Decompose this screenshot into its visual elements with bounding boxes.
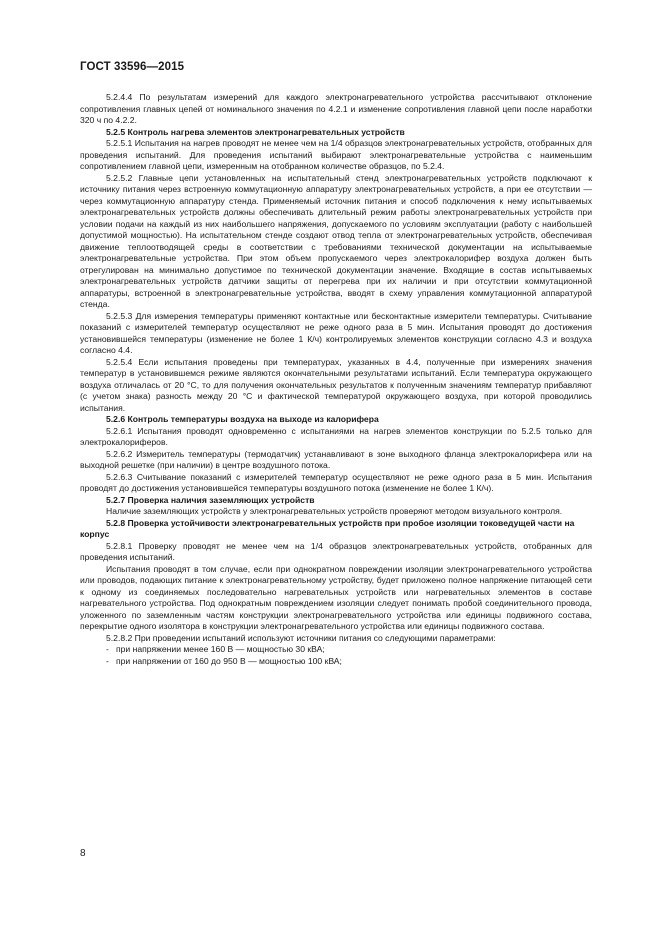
list-item-text: при напряжении от 160 до 950 В — мощностью 100 кВА; xyxy=(116,655,342,666)
document-body xyxy=(80,92,592,667)
paragraph: 5.2.6.1 Испытания проводят одновременно с испытаниями на нагрев элементов конструкции по 5.2.5 только для электрокалориферов. xyxy=(80,425,592,447)
document-header: ГОСТ 33596—2015 xyxy=(80,61,185,73)
paragraph: 5.2.5.3 Для измерения температуры применяют контактные или бесконтактные измерители температуры. Считывание показаний с измерителей температур осуществляют не реже одного раза в 5 мин. Испытания проводят до достижения установившейся температуры (изменение не более 1 К/ч) контролируемых элементов конструкции согласно 4.3 и воздуха согласно 4.4. xyxy=(80,310,592,355)
list-item-text: при напряжении менее 160 В — мощностью 30 кВА; xyxy=(116,644,325,654)
paragraph: 5.2.4.4 По результатам измерений для каждого электронагревательного устройства рассчитывают отклонение сопротивления главных цепей от номинального значения по 4.2.1 и изменение сопротивления главной цепи после наработки 320 ч по 4.2.2. xyxy=(80,92,592,125)
section-heading: 5.2.6 Контроль температуры воздуха на выходе из калорифера xyxy=(106,414,379,424)
section-heading: 5.2.8 Проверка устойчивости электронагревательных устройств при пробое изоляции токоведущей части на корпус xyxy=(80,517,575,539)
paragraph: 5.2.8.2 При проведении испытаний используют источники питания со следующими параметрами: xyxy=(106,632,496,643)
section-heading: 5.2.5 Контроль нагрева элементов электронагревательных устройств xyxy=(106,126,405,137)
paragraph: 5.2.5.4 Если испытания проведены при температурах, указанных в 4.4, полученные при измерениях значения температур в установившемся режиме являются окончательными результатами испытаний. Если температура окружающего воздуха отличалась от 20 °С, то для получения окончательных результатов к полученным значениям температур прибавляют (с учетом знака) разность между 20 °С и фактической температурой окружающего воздуха, при которой проводились испытания. xyxy=(80,356,592,413)
paragraph: 5.2.5.1 Испытания на нагрев проводят не менее чем на 1/4 образцов электронагревательных устройств, отобранных для проведения испытаний. Для проведения испытаний выбирают электронагревательные устройства с наименьшим сопротивлением главной цепи, измеренным на отобранном количестве образцов, по 5.2.4. xyxy=(80,138,592,171)
page-number: 8 xyxy=(80,848,86,859)
section-heading: 5.2.7 Проверка наличия заземляющих устройств xyxy=(106,494,315,505)
paragraph: 5.2.6.3 Считывание показаний с измерителей температур осуществляют не реже одного раза в 5 мин. Испытания проводят до достижения установившейся температуры воздушного потока (изменение не более 1 К/ч). xyxy=(80,471,592,493)
list-dash: - xyxy=(106,655,109,666)
list-item xyxy=(80,644,592,656)
paragraph: 5.2.6.2 Измеритель температуры (термодатчик) устанавливают в зоне выходного фланца электрокалорифера или на выходной решетке (при наличии) в центре воздушного потока. xyxy=(80,448,592,470)
paragraph: Наличие заземляющих устройств у электронагревательных устройств проверяют методом визуального контроля. xyxy=(106,506,563,516)
list-item xyxy=(80,656,592,668)
paragraph: Испытания проводят в том случае, если при однократном повреждении изоляции электронагревательного устройства или проводов, подающих питание к электронагревательному устройству, будет приложено полное напряжение питающей сети к одному из соединяемых последовательно нагревательных устройств или нагревательных элементов в составе нагревательного устройства. Под однократным повреждением изоляции следует понимать пробой соединительного провода, уложенного по заземленным частям конструкции электронагревательного устройства или единицы подвижного состава, перекрытие одного изолятора в конструкции электронагревательного устройства или единицы подвижного состава. xyxy=(80,563,592,631)
paragraph: 5.2.8.1 Проверку проводят не менее чем на 1/4 образцов электронагревательных устройств, отобранных для проведения испытаний. xyxy=(80,540,592,562)
list-dash: - xyxy=(106,644,109,654)
paragraph: 5.2.5.2 Главные цепи установленных на испытательный стенд электронагревательных устройств подключают к источнику питания через встроенную коммутационную аппаратуру электронагревательных устройств, а при ее отсутствии — через коммутационную аппаратуру стенда. Применяемый источник питания и способ подключения к нему испытываемых электронагревательных устройств должны обеспечивать длительный режим работы электронагревательных устройств при условии подачи на каждый из них наибольшего напряжения, допускаемого по условиям эксплуатации (работу с наибольшей допустимой мощностью). На испытательном стенде создают отвод тепла от электронагревательных устройств, обеспечивая движение теплоотводящей среды в соответствии с требованиями технической документации на испытываемые электронагревательные устройства. При этом объем пропускаемого через электрокалорифер воздуха должен быть отрегулирован на минимально допустимое по технической документации значение. Входящие в состав испытываемых электронагревательных устройств датчики защиты от перегрева при их наличии и при отсутствии коммутационной аппаратуры, встроенной в электронагревательные устройства, вводят в схему управления коммутационной аппаратурой стенда. xyxy=(80,172,592,309)
